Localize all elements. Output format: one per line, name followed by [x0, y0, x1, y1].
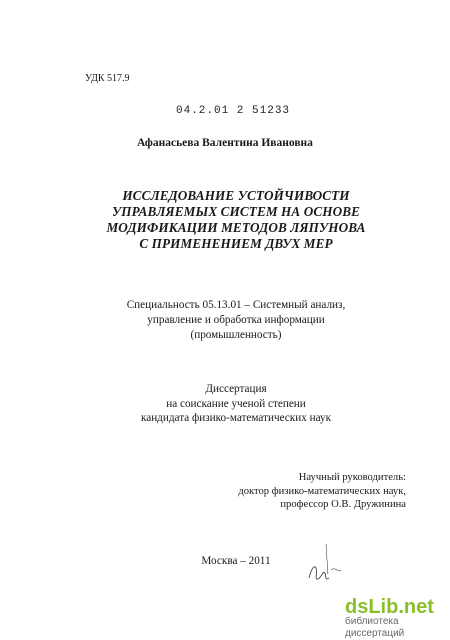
udk-code: УДК 517.9 — [85, 73, 130, 84]
supervisor-line: Научный руководитель: — [298, 472, 406, 483]
degree-line: кандидата физико-математических наук — [140, 412, 332, 424]
author-name: Афанасьева Валентина Ивановна — [137, 137, 313, 149]
title-line: С ПРИМЕНЕНИЕМ ДВУХ МЕР — [139, 236, 333, 251]
registration-number: 04.2.01 2 51233 — [176, 105, 291, 117]
watermark-subtitle: библиотека диссертаций — [345, 616, 405, 639]
specialty-line: (промышленность) — [190, 329, 282, 341]
supervisor-line: профессор О.В. Дружинина — [280, 499, 406, 510]
watermark — [345, 598, 450, 640]
title-line: МОДИФИКАЦИИ МЕТОДОВ ЛЯПУНОВА — [106, 220, 366, 235]
specialty-line: Специальность 05.13.01 – Системный анализ, — [126, 299, 346, 311]
supervisor-block — [200, 471, 406, 512]
title-line: ИССЛЕДОВАНИЕ УСТОЙЧИВОСТИ — [122, 188, 350, 203]
watermark-logo: dsLib.net — [345, 596, 434, 618]
degree-line: на соискание ученой степени — [166, 397, 306, 410]
title-line: УПРАВЛЯЕМЫХ СИСТЕМ НА ОСНОВЕ — [111, 204, 361, 219]
supervisor-line: доктор физико-математических наук, — [238, 485, 406, 497]
degree-block — [0, 382, 450, 426]
specialty-block — [0, 298, 450, 343]
city-year: Москва – 2011 — [201, 555, 271, 567]
handwritten-signature — [305, 540, 355, 585]
degree-line: Диссертация — [205, 383, 267, 395]
specialty-line: управление и обработка информации — [147, 314, 325, 326]
dissertation-title — [0, 188, 450, 252]
